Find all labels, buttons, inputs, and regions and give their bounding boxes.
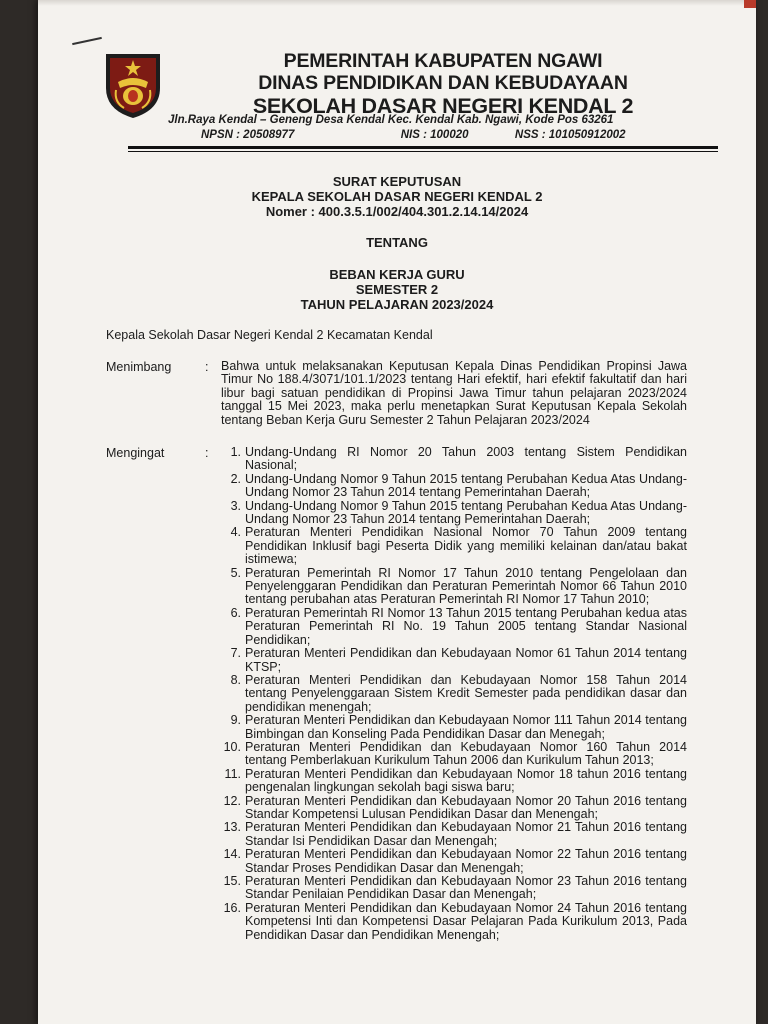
letterhead-school-name: SEKOLAH DASAR NEGERI KENDAL 2 xyxy=(252,94,634,118)
letterhead-line-2: DINAS PENDIDIKAN DAN KEBUDAYAAN xyxy=(258,72,628,94)
npsn-code: NPSN : 20508977 xyxy=(201,129,295,141)
mengingat-list xyxy=(221,446,687,942)
mengingat-item xyxy=(221,500,687,527)
mengingat-item-text: Peraturan Menteri Pendidikan dan Kebudayaan Nomor 24 Tahun 2016 tentang Kompetensi Inti dan Kompetensi Dasar Pelajaran Pada Kurikulum 2013, Pada Pendidikan Dasar dan Pendidikan Menengah; xyxy=(245,900,687,942)
mengingat-item-number: 13. xyxy=(223,820,241,835)
mengingat-item xyxy=(221,875,687,902)
mengingat-item-text: Peraturan Pemerintah RI Nomor 13 Tahun 2015 tentang Perubahan kedua atas Peraturan Pemerintah RI No. 19 Tahun 2005 tentang Standar Nasional Pendidikan; xyxy=(245,605,687,647)
mengingat-item-number: 11. xyxy=(224,766,241,781)
mengingat-item xyxy=(221,848,687,875)
red-mark xyxy=(744,0,756,8)
mengingat-item xyxy=(221,526,687,566)
mengingat-item-text: Peraturan Menteri Pendidikan Nasional Nomor 70 Tahun 2009 tentang Pendidikan Inklusif bagi Peserta Didik yang memiliki kelainan dan/atau bakat istimewa; xyxy=(245,525,687,567)
mengingat-item-text: Peraturan Menteri Pendidikan dan Kebudayaan Nomor 111 Tahun 2014 tentang Bimbingan dan Konseling Pada Pendidikan Dasar dan Menegah; xyxy=(245,713,687,741)
ngawi-regency-emblem-icon xyxy=(102,48,164,120)
page-top-edge xyxy=(38,0,756,6)
mengingat-item xyxy=(221,741,687,768)
mengingat-item-text: Peraturan Menteri Pendidikan dan Kebudayaan Nomor 21 Tahun 2016 tentang Standar Isi Pendidikan Dasar dan Menengah; xyxy=(245,820,687,848)
mengingat-item xyxy=(221,902,687,942)
mengingat-item-text: Peraturan Menteri Pendidikan dan Kebudayaan Nomor 23 Tahun 2016 tentang Standar Penilaian Pendidikan Dasar dan Menengah; xyxy=(245,874,687,902)
nis-code: NIS : 100020 xyxy=(400,129,469,141)
mengingat-item-number: 6. xyxy=(230,605,241,620)
mengingat-item-number: 9. xyxy=(230,713,241,728)
letterhead-rule-thin xyxy=(128,151,718,152)
nss-code: NSS : 101050912002 xyxy=(514,129,626,141)
mengingat-item-text: Peraturan Menteri Pendidikan dan Kebudayaan Nomor 22 Tahun 2016 tentang Standar Proses Pendidikan Dasar dan Menengah; xyxy=(245,847,687,875)
decree-subject-2: SEMESTER 2 xyxy=(355,282,439,297)
mengingat-item-number: 12. xyxy=(223,793,241,808)
opening-line: Kepala Sekolah Dasar Negeri Kendal 2 Kecamatan Kendal xyxy=(106,328,433,342)
pen-mark xyxy=(72,37,102,45)
mengingat-item-text: Peraturan Pemerintah RI Nomor 17 Tahun 2010 tentang Pengelolaan dan Penyelenggaran Pendidikan dan Peraturan Pemerintah Nomor 66 Tahun 2010 tentang perubahan atas Peraturan Pemerintah RI Nomor 17 Tahun 2010; xyxy=(245,565,687,607)
mengingat-item-number: 2. xyxy=(230,471,241,486)
mengingat-colon: : xyxy=(205,446,209,460)
letterhead-address: Jln.Raya Kendal – Geneng Desa Kendal Kec. Kendal Kab. Ngawi, Kode Pos 63261 xyxy=(168,114,614,126)
letterhead xyxy=(168,50,698,118)
mengingat-item-text: Peraturan Menteri Pendidikan dan Kebudayaan Nomor 61 Tahun 2014 tentang KTSP; xyxy=(245,646,687,674)
mengingat-item xyxy=(221,674,687,714)
decree-issuer: KEPALA SEKOLAH DASAR NEGERI KENDAL 2 xyxy=(251,189,543,204)
decree-number: Nomer : 400.3.5.1/002/404.301.2.14.14/2024 xyxy=(265,204,529,219)
mengingat-item-number: 1. xyxy=(230,445,241,459)
mengingat-item xyxy=(221,446,687,473)
mengingat-item-number: 16. xyxy=(223,900,241,915)
letterhead-line-1: PEMERINTAH KABUPATEN NGAWI xyxy=(283,50,603,72)
mengingat-item xyxy=(221,567,687,607)
mengingat-item-text: Peraturan Menteri Pendidikan dan Kebudayaan Nomor 160 Tahun 2014 tentang Pemberlakuan Kurikulum Tahun 2006 dan Kurikulum Tahun 2013; xyxy=(245,739,687,768)
decree-title: SURAT KEPUTUSAN xyxy=(332,174,462,189)
mengingat-item-text: Undang-Undang RI Nomor 20 Tahun 2003 tentang Sistem Pendidikan Nasional; xyxy=(245,445,687,473)
mengingat-item-number: 5. xyxy=(230,565,241,580)
letterhead-codes xyxy=(201,129,626,141)
mengingat-label: Mengingat xyxy=(106,446,165,460)
mengingat-item xyxy=(221,473,687,500)
menimbang-colon: : xyxy=(205,360,209,374)
mengingat-item xyxy=(221,714,687,741)
mengingat-item-text: Peraturan Menteri Pendidikan dan Kebudayaan Nomor 18 tahun 2016 tentang pengenalan lingkungan sekolah bagi siswa baru; xyxy=(245,766,687,795)
mengingat-item xyxy=(221,795,687,822)
mengingat-item-number: 4. xyxy=(230,525,241,540)
mengingat-item xyxy=(221,607,687,647)
decree-about-label: TENTANG xyxy=(366,235,428,250)
mengingat-item xyxy=(221,647,687,674)
mengingat-item-number: 7. xyxy=(230,646,241,661)
mengingat-item xyxy=(221,768,687,795)
mengingat-item-number: 3. xyxy=(230,498,241,513)
mengingat-item-text: Undang-Undang Nomor 9 Tahun 2015 tentang Perubahan Kedua Atas Undang-Undang Nomor 23 Tahun 2014 tentang Pemerintahan Daerah; xyxy=(245,471,687,500)
mengingat-item-number: 15. xyxy=(223,874,241,888)
mengingat-item-text: Peraturan Menteri Pendidikan dan Kebudayaan Nomor 20 Tahun 2016 tentang Standar Kompetensi Lulusan Pendidikan Dasar dan Menengah; xyxy=(245,793,687,821)
decree-subject-1: BEBAN KERJA GURU xyxy=(329,267,465,282)
menimbang-text: Bahwa untuk melaksanakan Keputusan Kepala Dinas Pendidikan Propinsi Jawa Timur No 188.4/3071/101.1/2023 tentang Hari efektif, hari efektif fakultatif dan hari libur bagi satuan pendidikan di Propinsi Jawa Timur tahun pelajaran 2023/2024 tanggal 15 Mei 2023, maka perlu menetapkan Surat Keputusan Kepala Sekolah tentang Beban Kerja Guru Semester 2 Tahun Pelajaran 2023/2024 xyxy=(221,359,687,427)
mengingat-item-text: Undang-Undang Nomor 9 Tahun 2015 tentang Perubahan Kedua Atas Undang-Undang Nomor 23 Tahun 2014 tentang Pemerintahan Daerah; xyxy=(245,498,687,527)
mengingat-item-number: 14. xyxy=(223,847,241,862)
mengingat-item-number: 10. xyxy=(223,739,241,754)
mengingat-item xyxy=(221,821,687,848)
mengingat-item-number: 8. xyxy=(230,672,241,687)
menimbang-label: Menimbang xyxy=(106,360,172,374)
letterhead-rule-thick xyxy=(128,146,718,149)
document-page xyxy=(38,0,756,1024)
mengingat-item-text: Peraturan Menteri Pendidikan dan Kebudayaan Nomor 158 Tahun 2014 tentang Penyelenggaraan Sistem Kredit Semester pada pendidikan dasar dan pendidikan menengah; xyxy=(245,672,687,714)
decree-subject-3: TAHUN PELAJARAN 2023/2024 xyxy=(300,297,494,312)
